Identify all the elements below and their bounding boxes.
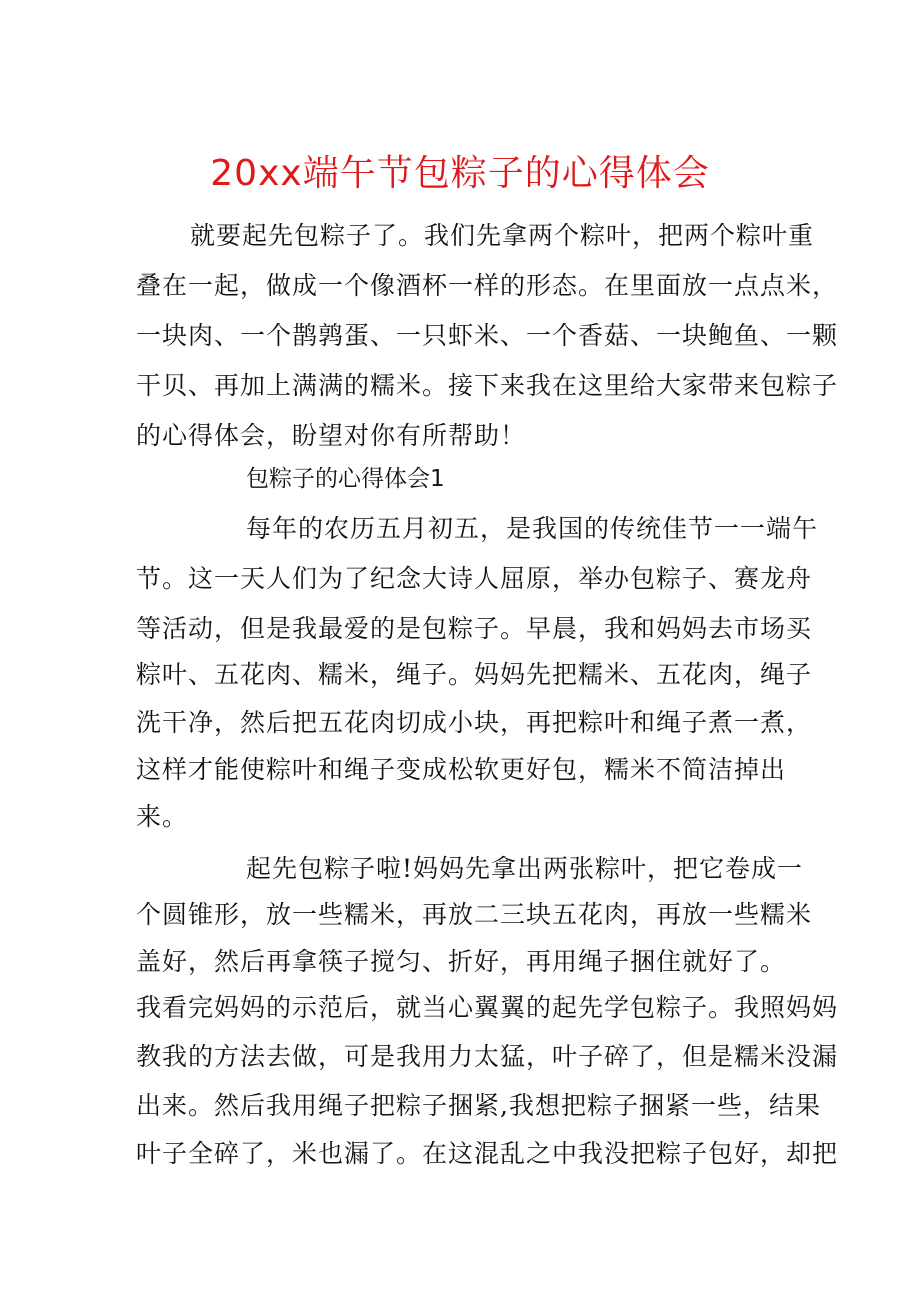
- section-heading: 包粽子的心得体会1: [246, 466, 445, 492]
- para1-line-5: 洗干净，然后把五花肉切成小块，再把粽叶和绳子煮一煮，: [136, 708, 813, 737]
- intro-line-3: 一块肉、一个鹊鹑蛋、一只虾米、一个香菇、一块鲍鱼、一颗: [136, 321, 839, 350]
- para2-line-2: 个圆锥形，放一些糯米，再放二三块五花肉，再放一些糯米: [136, 900, 813, 929]
- intro-line-1: 就要起先包粽子了。我们先拿两个粽叶，把两个粽叶重: [190, 221, 815, 250]
- para2-line-5: 教我的方法去做，可是我用力太猛，叶子碎了，但是糯米没漏: [136, 1042, 839, 1071]
- para1-line-7: 来。: [136, 802, 189, 831]
- para1-line-1: 每年的农历五月初五，是我国的传统佳节一一端午: [246, 514, 819, 543]
- para2-line-1: 起先包粽子啦!妈妈先拿出两张粽叶，把它卷成一: [246, 854, 804, 883]
- intro-line-4: 干贝、再加上满满的糯米。接下来我在这里给大家带来包粽子: [136, 371, 839, 400]
- para1-line-6: 这样才能使粽叶和绳子变成松软更好包，糯米不简洁掉出: [136, 755, 787, 784]
- document-title: 20xx端午节包粽子的心得体会: [210, 153, 710, 194]
- para2-line-4: 我看完妈妈的示范后，就当心翼翼的起先学包粽子。我照妈妈: [136, 993, 839, 1022]
- para1-line-2: 节。这一天人们为了纪念大诗人屈原，举办包粽子、赛龙舟: [136, 564, 813, 593]
- para2-line-6: 出来。然后我用绳子把粽子捆紧,我想把粽子捆紧一些，结果: [136, 1091, 821, 1120]
- intro-line-5: 的心得体会，盼望对你有所帮助！: [136, 421, 527, 450]
- para2-line-3: 盖好，然后再拿筷子搅匀、折好，再用绳子捆住就好了。: [136, 947, 787, 976]
- para1-line-3: 等活动，但是我最爱的是包粽子。早晨，我和妈妈去市场买: [136, 614, 813, 643]
- intro-line-2: 叠在一起，做成一个像酒杯一样的形态。在里面放一点点米，: [136, 271, 839, 300]
- para1-line-4: 粽叶、五花肉、糯米，绳子。妈妈先把糯米、五花肉，绳子: [136, 660, 813, 689]
- para2-line-7: 叶子全碎了，米也漏了。在这混乱之中我没把粽子包好，却把: [136, 1139, 839, 1168]
